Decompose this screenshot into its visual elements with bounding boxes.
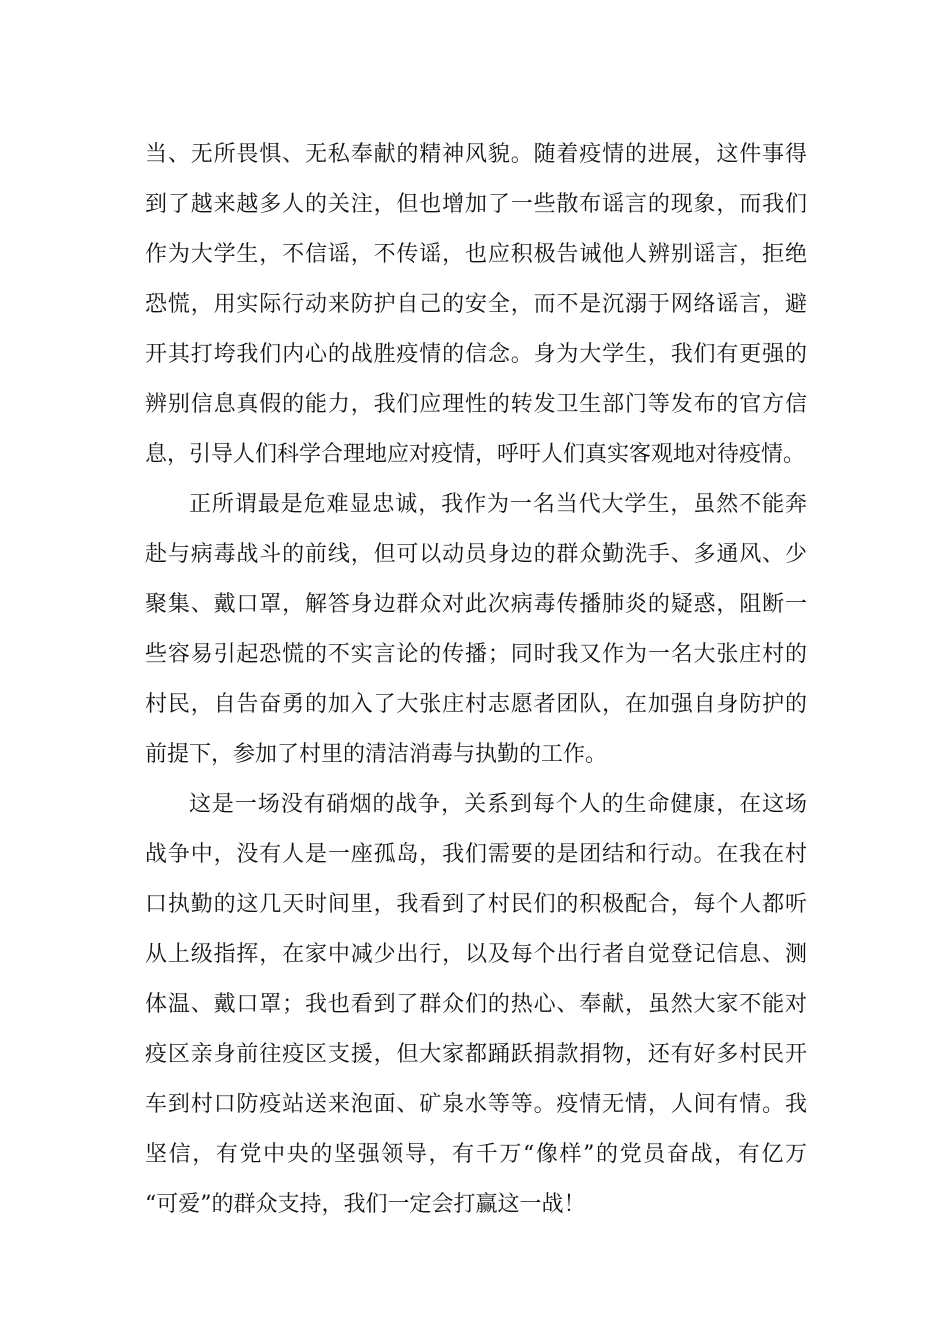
text-line: 息，引导人们科学合理地应对疫情，呼吁人们真实客观地对待疫情。 — [145, 442, 806, 467]
text-line: 恐慌，用实际行动来防护自己的安全，而不是沉溺于网络谣言，避 — [145, 292, 807, 317]
text-line: 当、无所畏惧、无私奉献的精神风貌。随着疫情的进展，这件事得 — [145, 142, 807, 167]
text-line: 从上级指挥，在家中减少出行，以及每个出行者自觉登记信息、测 — [145, 942, 807, 967]
body-text — [145, 130, 807, 1230]
text-line: 些容易引起恐慌的不实言论的传播；同时我又作为一名大张庄村的 — [145, 642, 807, 667]
text-line: 村民，自告奋勇的加入了大张庄村志愿者团队，在加强自身防护的 — [145, 692, 807, 717]
text-line: 开其打垮我们内心的战胜疫情的信念。身为大学生，我们有更强的 — [145, 342, 807, 367]
text-line: 到了越来越多人的关注，但也增加了一些散布谣言的现象，而我们 — [145, 192, 807, 217]
text-line: 赴与病毒战斗的前线，但可以动员身边的群众勤洗手、多通风、少 — [145, 542, 807, 567]
text-line: 坚信，有党中央的坚强领导，有千万“像样”的党员奋战，有亿万 — [145, 1142, 807, 1167]
text-line: 作为大学生，不信谣，不传谣，也应积极告诫他人辨别谣言，拒绝 — [145, 242, 807, 267]
text-line: 战争中，没有人是一座孤岛，我们需要的是团结和行动。在我在村 — [145, 842, 807, 867]
paragraph-start-line: 正所谓最是危难显忠诚，我作为一名当代大学生，虽然不能奔 — [189, 492, 807, 517]
text-line: 疫区亲身前往疫区支援，但大家都踊跃捐款捐物，还有好多村民开 — [145, 1042, 807, 1067]
text-line: 前提下，参加了村里的清洁消毒与执勤的工作。 — [145, 742, 608, 767]
text-line: 车到村口防疫站送来泡面、矿泉水等等。疫情无情，人间有情。我 — [145, 1092, 807, 1117]
paragraph-start-line: 这是一场没有硝烟的战争，关系到每个人的生命健康，在这场 — [189, 792, 807, 817]
text-line: 辨别信息真假的能力，我们应理性的转发卫生部门等发布的官方信 — [145, 392, 807, 417]
text-line: “可爱”的群众支持，我们一定会打赢这一战！ — [145, 1192, 586, 1217]
text-line: 口执勤的这几天时间里，我看到了村民们的积极配合，每个人都听 — [145, 892, 807, 917]
text-line: 体温、戴口罩；我也看到了群众们的热心、奉献，虽然大家不能对 — [145, 992, 807, 1017]
text-line: 聚集、戴口罩，解答身边群众对此次病毒传播肺炎的疑惑，阻断一 — [145, 592, 807, 617]
